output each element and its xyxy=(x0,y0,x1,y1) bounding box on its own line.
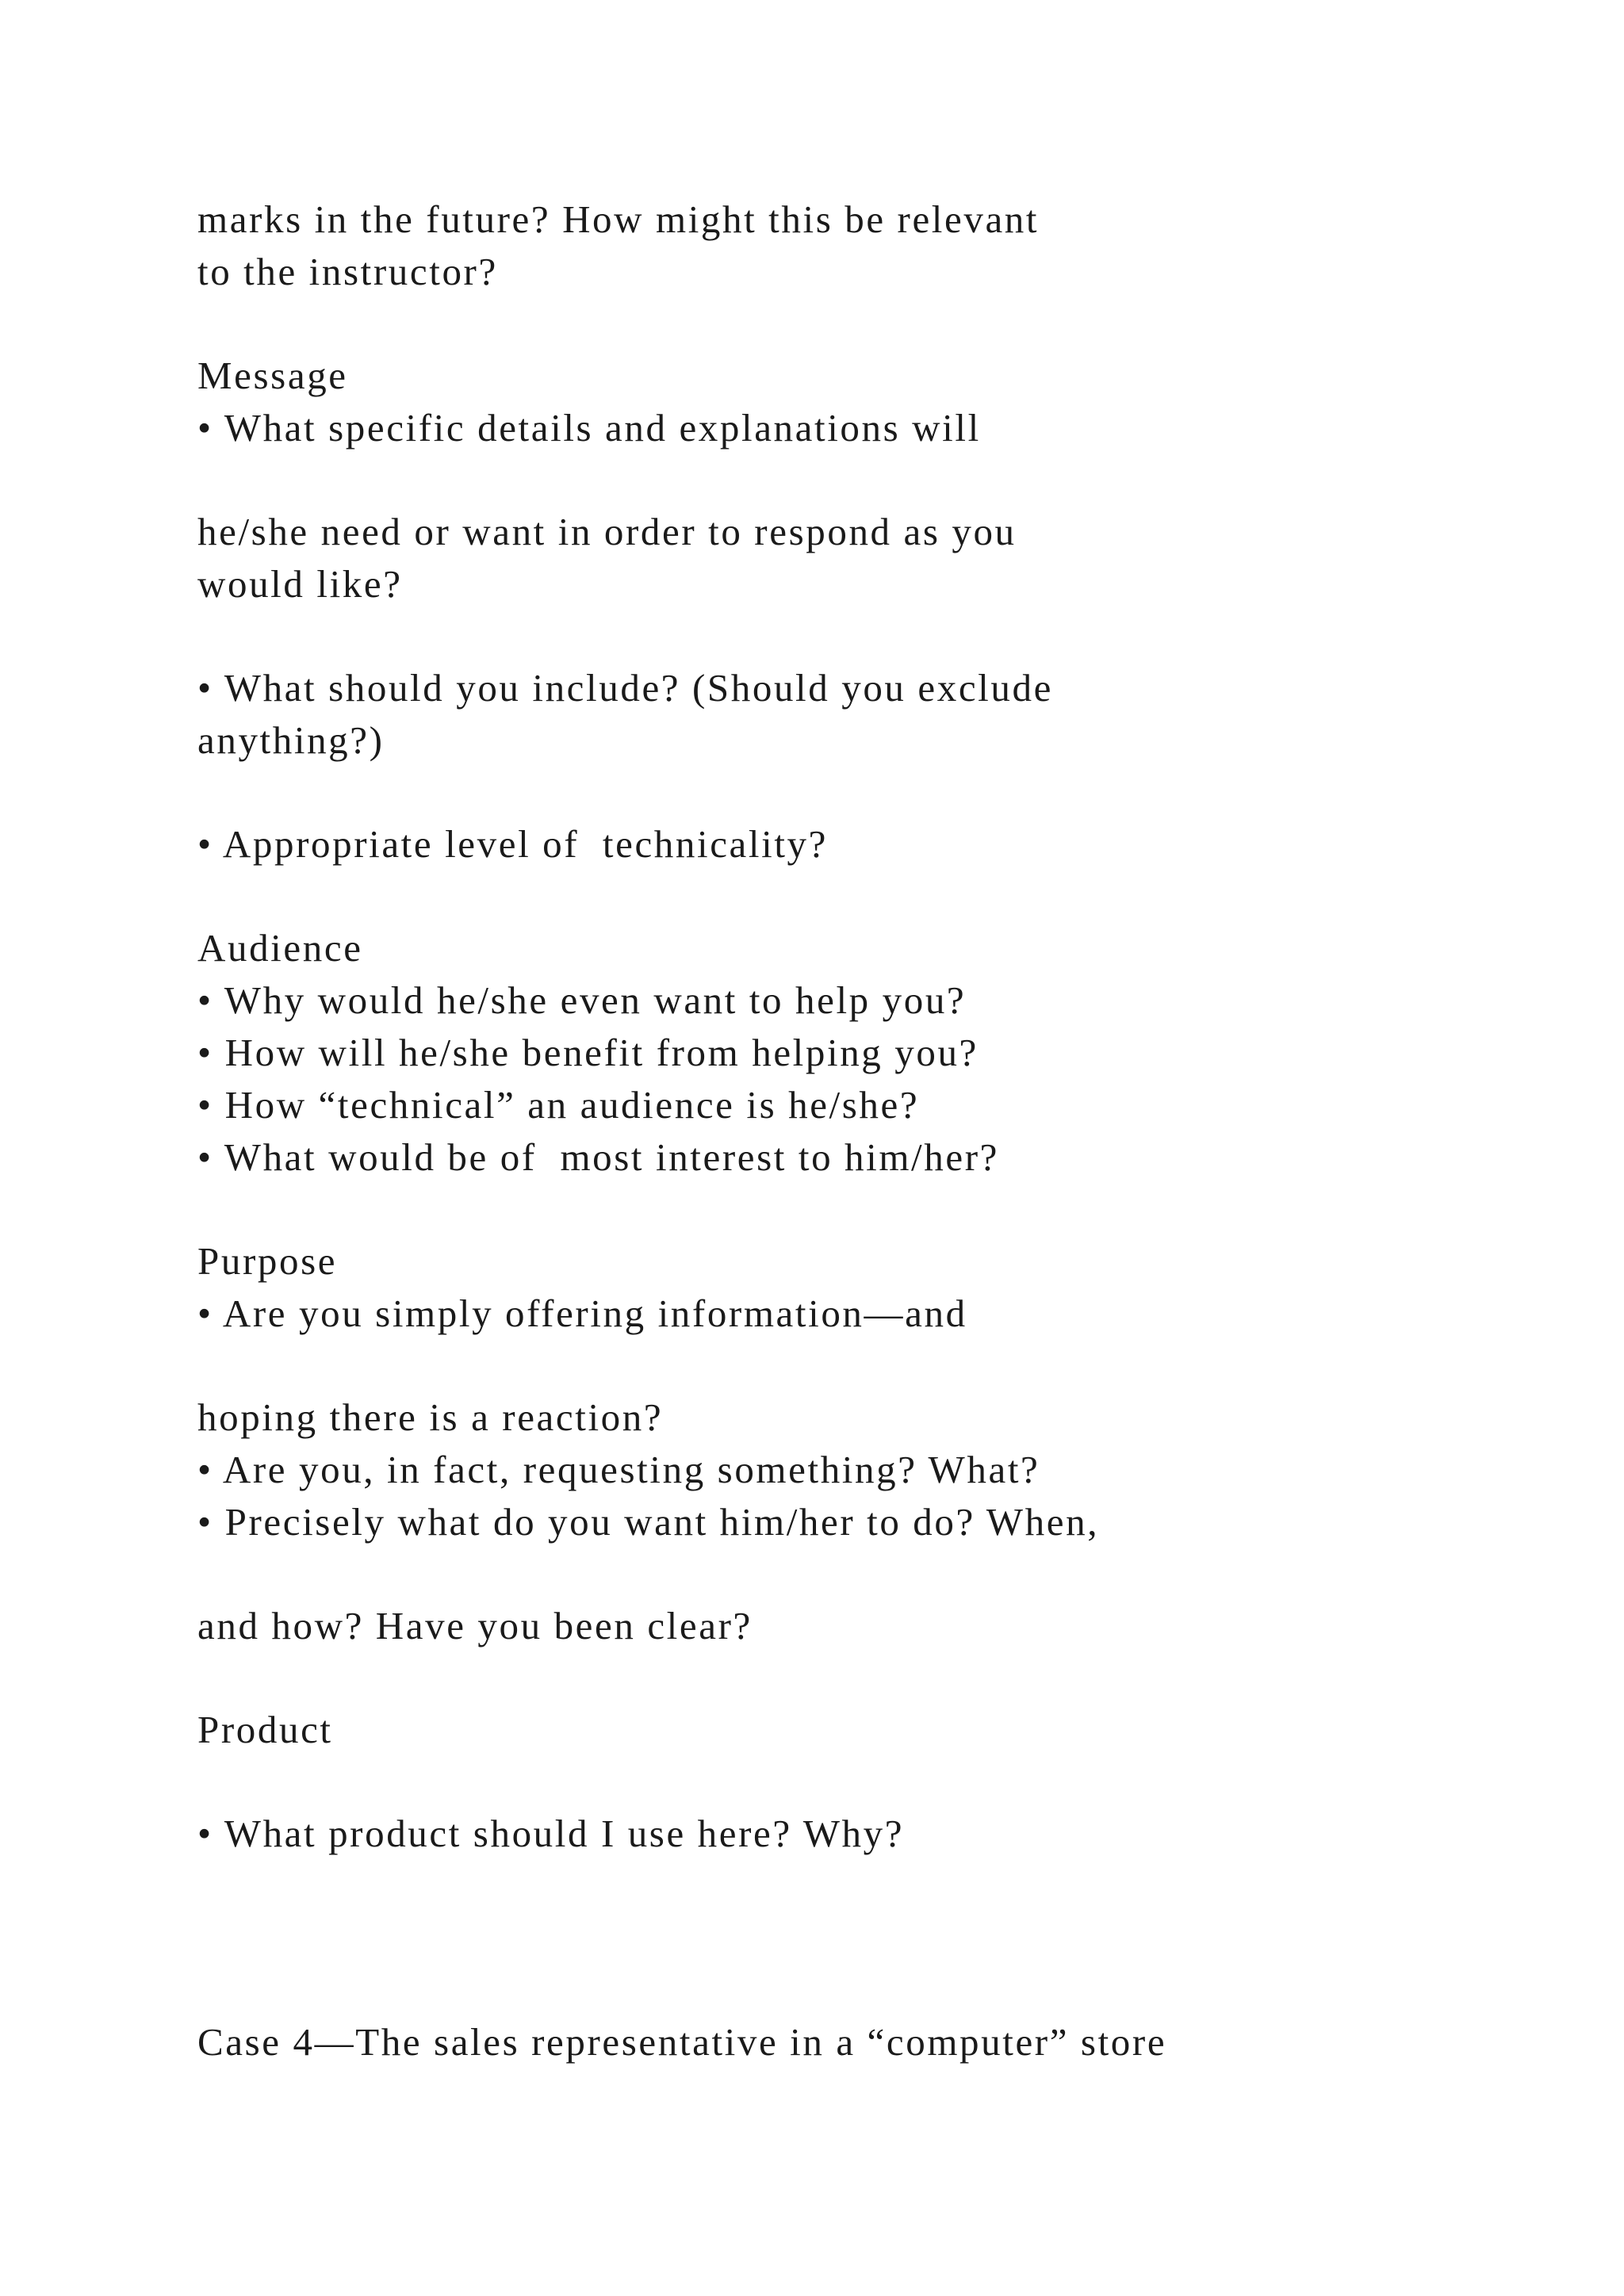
section-heading-product: Product xyxy=(197,1708,333,1751)
text-line: marks in the future? How might this be relevant xyxy=(197,197,1040,241)
bullet-item: • Why would he/she even want to help you? xyxy=(197,978,967,1022)
bullet-item: • What specific details and explanations will xyxy=(197,406,981,450)
case-heading: Case 4—The sales representative in a “computer” store xyxy=(197,2020,1167,2064)
bullet-item: • Precisely what do you want him/her to do? When, xyxy=(197,1500,1100,1544)
bullet-item: • Are you, in fact, requesting something? What? xyxy=(197,1448,1040,1491)
bullet-item: • What product should I use here? Why? xyxy=(197,1812,905,1855)
bullet-item: • How will he/she benefit from helping you? xyxy=(197,1031,979,1074)
text-line: hoping there is a reaction? xyxy=(197,1395,664,1439)
section-heading-purpose: Purpose xyxy=(197,1239,338,1283)
text-line: would like? xyxy=(197,562,403,606)
bullet-item: • What should you include? (Should you exclude xyxy=(197,666,1053,710)
section-heading-audience: Audience xyxy=(197,926,363,970)
section-heading-message: Message xyxy=(197,354,348,397)
bullet-item: • How “technical” an audience is he/she? xyxy=(197,1083,920,1127)
bullet-item: • Appropriate level of technicality? xyxy=(197,822,828,866)
text-line: he/she need or want in order to respond as you xyxy=(197,510,1017,553)
bullet-item: • What would be of most interest to him/her? xyxy=(197,1135,999,1179)
bullet-item: • Are you simply offering information—and xyxy=(197,1292,967,1335)
text-line: and how? Have you been clear? xyxy=(197,1604,753,1647)
text-line: to the instructor? xyxy=(197,250,498,293)
text-line: anything?) xyxy=(197,718,385,762)
